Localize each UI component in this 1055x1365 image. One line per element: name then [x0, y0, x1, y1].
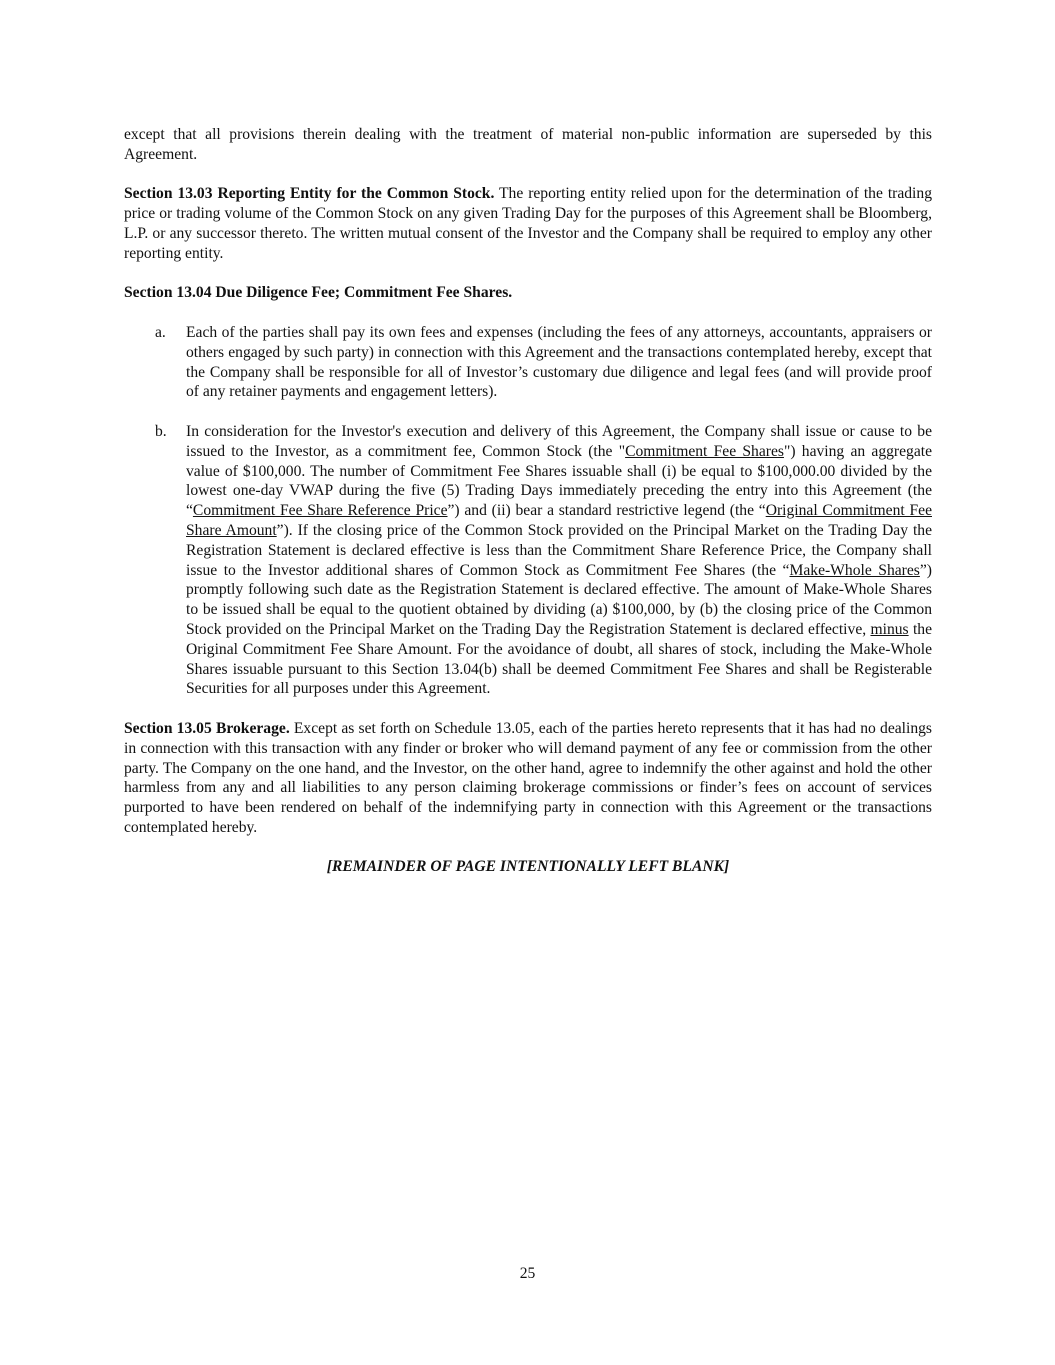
section-13-05 — [124, 719, 932, 838]
term-commitment-fee-share-reference-price: Commitment Fee Share Reference Price — [192, 502, 448, 520]
term-original-commitment-fee-share-amount: Original Commitment Fee Share Amount — [186, 502, 932, 539]
item-b-part-4: ”). If the closing price of the Common Stock provided on the Principal Market on the Trading Day the Registration Statement is declared effective is less than the Commitment Share Reference Price, the Company shall issue to the Investor additional shares of Common Stock as Commitment Fee Shares (the “ — [186, 521, 932, 579]
carryover-paragraph: except that all provisions therein dealing with the treatment of material non-public information are superseded by this Agreement. — [124, 126, 932, 163]
list-item-b — [124, 422, 932, 699]
item-b-part-6: the Original Commitment Fee Share Amount. For the avoidance of doubt, all shares of stock, including the Make-Whole Shares issuable pursuant to this Section 13.04(b) shall be deemed Commitment Fee Shares and shall be Registerable Securities for all purposes under this Agreement. — [186, 620, 932, 698]
section-13-03-body: The reporting entity relied upon for the determination of the trading price or trading volume of the Common Stock on any given Trading Day for the purposes of this Agreement shall be Bloomberg, L.P. or any successor thereto. The written mutual consent of the Investor and the Company shall be required to employ any other reporting entity. — [124, 185, 932, 262]
section-13-03 — [124, 184, 932, 263]
item-b-part-1: In consideration for the Investor's execution and delivery of this Agreement, the Company shall issue or cause to be issued to the Investor, as a commitment fee, Common Stock (the " — [186, 422, 932, 460]
list-marker-b: b. — [155, 422, 167, 440]
page-number: 25 — [519, 1265, 536, 1282]
list-marker-a: a. — [155, 323, 166, 341]
term-commitment-fee-shares: Commitment Fee Shares — [625, 442, 784, 460]
item-b-part-2: ") having an aggregate value of $100,000. The number of Commitment Fee Shares issuable shall (i) be equal to $100,000.00 divided by the lowest one-day VWAP during the five (5) Trading Days immediately preceding the entry into this Agreement (the “ — [186, 442, 933, 520]
section-13-03-heading: Section 13.03 Reporting Entity for the Common Stock. — [124, 185, 495, 203]
term-minus: minus — [870, 620, 909, 638]
section-13-05-heading: Section 13.05 Brokerage. — [124, 719, 290, 737]
term-make-whole-shares: Make-Whole Shares — [789, 561, 920, 579]
item-b-part-3: ”) and (ii) bear a standard restrictive legend (the “ — [447, 502, 766, 520]
section-13-04-heading: Section 13.04 Due Diligence Fee; Commitment Fee Shares. — [124, 284, 513, 302]
section-13-05-body: Except as set forth on Schedule 13.05, each of the parties hereto represents that it has had no dealings in connection with this transaction with any finder or broker who will demand payment of any fee or commission from the other party. The Company on the one hand, and the Investor, on the other hand, agree to indemnify the other against and hold the other harmless from any and all liabilities to any person claiming brokerage commissions or finder’s fees on account of services purported to have been rendered on behalf of the indemnifying party in connection with this Agreement or the transactions contemplated hereby. — [124, 719, 932, 836]
list-item-a — [124, 323, 932, 402]
list-item-b-text — [186, 422, 932, 699]
item-b-part-5: ”) promptly following such date as the Registration Statement is declared effective. The amount of Make-Whole Shares to be issued shall be equal to the quotient obtained by dividing (a) $100,000, by (b) the closing price of the Common Stock provided on the Principal Market on the Trading Day the Registration Statement is declared effective, — [186, 561, 932, 638]
document-page — [124, 125, 932, 877]
list-item-a-text: Each of the parties shall pay its own fees and expenses (including the fees of any attorneys, accountants, appraisers or others engaged by such party) in connection with this Agreement and the transactions contemplated hereby, except that the Company shall be responsible for all of Investor’s customary due diligence and legal fees (and will provide proof of any retainer payments and engagement letters). — [186, 323, 932, 401]
blank-notice: [REMAINDER OF PAGE INTENTIONALLY LEFT BLANK] — [326, 858, 730, 876]
